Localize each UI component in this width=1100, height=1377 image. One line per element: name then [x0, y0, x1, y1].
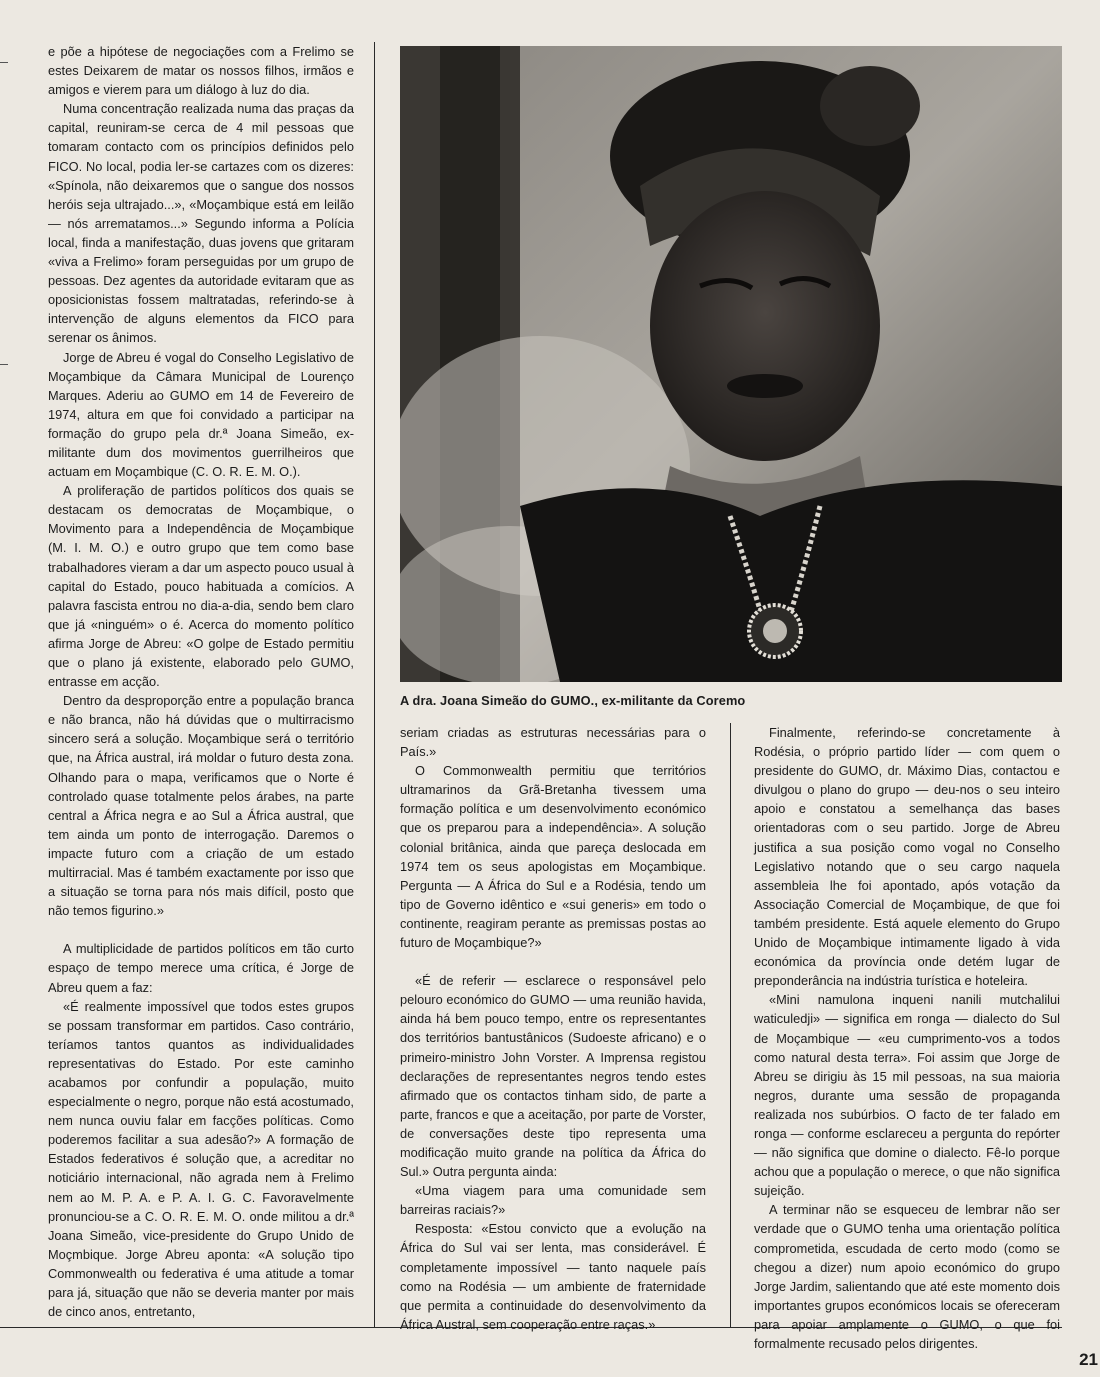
- crop-mark: [0, 62, 8, 63]
- article-column-2: [400, 723, 706, 1334]
- paragraph: O Commonwealth permitiu que territórios ultramarinos da Grã-Bretanha tivessem uma formação política e um desenvolvimento económico que os preparou para a independência». A solução colonial britânica, ainda que pareça deslocada em 1974 tem os seus apologistas em Moçambique. Pergunta — A África do Sul e a Rodésia, tendo um tipo de Governo idêntico e «sui generis» em todo o continente, reagiram perante as premissas postas ao futuro de Moçambique?»: [400, 763, 706, 951]
- paragraph: A proliferação de partidos políticos dos quais se destacam os democratas de Moçambique, o Movimento para a Independência de Moçambique (M. I. M. O.) e outro grupo que tem como base trabalhadores vieram a dar um aspecto pouco usual à capital do Estado, pouco habituada a comícios. A palavra fascista entrou no dia-a-dia, sendo bem claro que já «ninguém» o é. Acerca do momento político afirma Jorge de Abreu: «O golpe de Estado permitiu que o plano já existente, elaborado pelo GUMO, entrasse em acção.: [48, 483, 354, 690]
- paragraph: Numa concentração realizada numa das praças da capital, reuniram-se cerca de 4 mil pessoas que tomaram contacto com os princípios definidos pelo FICO. No local, podia ler-se cartazes com os dizeres: «Spínola, não deixaremos que o sangue dos nossos heróis seja ultrajado...», «Moçambique está em leilão — nós arrematamos...» Segundo informa a Polícia local, finda a manifestação, duas jovens que gritaram «viva a Frelimo» foram perseguidas por um grupo de pessoas. Dez agentes da autoridade evitaram que as oposicionistas fossem maltratadas, referindo-se à intervenção de alguns elementos da FICO para serenar os ânimos.: [48, 101, 354, 346]
- photo-caption: A dra. Joana Simeão do GUMO., ex-militante da Coremo: [400, 693, 746, 708]
- crop-mark: [0, 364, 8, 365]
- paragraph: A multiplicidade de partidos políticos em tão curto espaço de tempo merece uma crítica, é Jorge de Abreu quem a faz:: [48, 941, 354, 995]
- paragraph: seriam criadas as estruturas necessárias para o País.»: [400, 725, 706, 760]
- paragraph: A terminar não se esqueceu de lembrar não ser verdade que o GUMO tenha uma orientação política comprometida, escudada de certo modo (como se chegou a dizer) num apoio económico do grupo Jorge Jardim, salientando que até este momento dois importantes grupos económicos locais se ofereceram para apoiar amplamente o GUMO, o que foi formalmente recusado pelos dirigentes.: [754, 1202, 1060, 1351]
- paragraph: Resposta: «Estou convicto que a evolução na África do Sul vai ser lenta, mas considerável. É completamente impossível — tanto naquele país como na Rodésia — um ambiente de fraternidade que permita a continuidade do desenvolvimento da África Austral, sem cooperação entre raças.»: [400, 1221, 706, 1332]
- article-column-1: [48, 42, 354, 1321]
- paragraph: «Uma viagem para uma comunidade sem barreiras raciais?»: [400, 1183, 706, 1218]
- paragraph: «Mini namulona inqueni nanili mutchalilui waticuledji» — significa em ronga — dialecto do Sul de Moçambique — «eu cumprimento-vos a todos como natural desta terra». Foi assim que Jorge de Abreu se dirigiu às 15 mil pessoas, na sua maioria negros, durante uma sessão de propaganda realizada nos subúrbios. O facto de ter falado em ronga — conforme esclareceu a pergunta do repórter — não significa que domine o dialecto. Fê-lo porque achou que a população o merece, o que não significa sujeição.: [754, 992, 1060, 1199]
- paragraph: Jorge de Abreu é vogal do Conselho Legislativo de Moçambique da Câmara Municipal de Lourenço Marques. Aderiu ao GUMO em 14 de Fevereiro de 1974, altura em que foi convidado a participar na formação do grupo pela dr.ª Joana Simeão, ex-militante dum dos movimentos guerrilheiros que actuam em Moçambique (C. O. R. E. M. O.).: [48, 349, 354, 480]
- portrait-photo: [400, 46, 1062, 682]
- paragraph: Finalmente, referindo-se concretamente à Rodésia, o próprio partido líder — com quem o presidente do GUMO, dr. Máximo Dias, contactou e divulgou o plano do grupo — deu-nos o seu inteiro apoio e constatou a semelhança das bases orientadoras com o seu partido. Jorge de Abreu justifica a sua posição como vogal no Conselho Legislativo notando que o seu cargo naquela assembleia lhe foi apontado, após votação da Associação Comercial de Moçambique, de que foi também presidente. Está aquele elemento do Grupo Unido de Moçambique intimamente ligado à vida económica da província onde detém lugar de preponderância na indústria turística e hoteleira.: [754, 725, 1060, 989]
- paragraph: «É realmente impossível que todos estes grupos se possam transformar em partidos. Caso contrário, teríamos tantos quantos as individualidades representativas do Estado. Por este caminho acabamos por confundir a população, muito especialmente o negro, porque não está acostumado, nem nunca ouviu falar em facções políticas. Como poderemos facilitar a sua adesão?» A formação de Estados federativos é solução que, a acreditar no noticiário internacional, não agrada nem à Frelimo nem ao M. P. A. e P. A. I. G. C. Favoravelmente pronunciou-se a C. O. R. E. M. O. onde militou a dr.ª Joana Simeão, vice-presidente do Grupo Unido de Moçmbique. Jorge Abreu aponta: «A solução tipo Commonwealth ou federativa é uma atitude a tomar para já, situação que não se deveria manter por mais de cinco anos, entretanto,: [48, 998, 354, 1320]
- article-column-3: [754, 723, 1060, 1353]
- page-number: 21: [1079, 1350, 1098, 1369]
- paragraph: Dentro da desproporção entre a população branca e não branca, não há dúvidas que o multirracismo sincero será a solução. Moçambique será o território que, na África austral, irá moldar o futuro desta zona. Olhando para o mapa, verificamos que o Norte é controlado quase totalmente pelos árabes, na parte central a África negra e ao Sul a África austral, que tem ainda um ponto de interrogação. Daremos o impacte futuro com a criação de um estado multirracial. Mas é também exactamente por isso que a situação se torna para nós mais difícil, posto que não temos figurino.»: [48, 693, 354, 919]
- paragraph: «É de referir — esclarece o responsável pelo pelouro económico do GUMO — uma reunião havida, ainda há bem pouco tempo, entre os representantes dos territórios bantustânicos (Sudoeste africano) e o primeiro-ministro John Vorster. A Imprensa registou declarações de representantes negros tendo estes afirmado que os contactos tinham sido, de parte a parte, francos e que a aceitação, por parte de Vorster, de conversações deste tipo representa uma modificação muito grande na política da África do Sul.» Outra pergunta ainda:: [400, 973, 706, 1180]
- column-divider: [730, 723, 731, 1327]
- column-divider: [374, 42, 375, 1327]
- paragraph: e põe a hipótese de negociações com a Frelimo se estes Deixarem de matar os nossos filhos, irmãos e amigos e vierem para um diálogo à luz do dia.: [48, 44, 354, 98]
